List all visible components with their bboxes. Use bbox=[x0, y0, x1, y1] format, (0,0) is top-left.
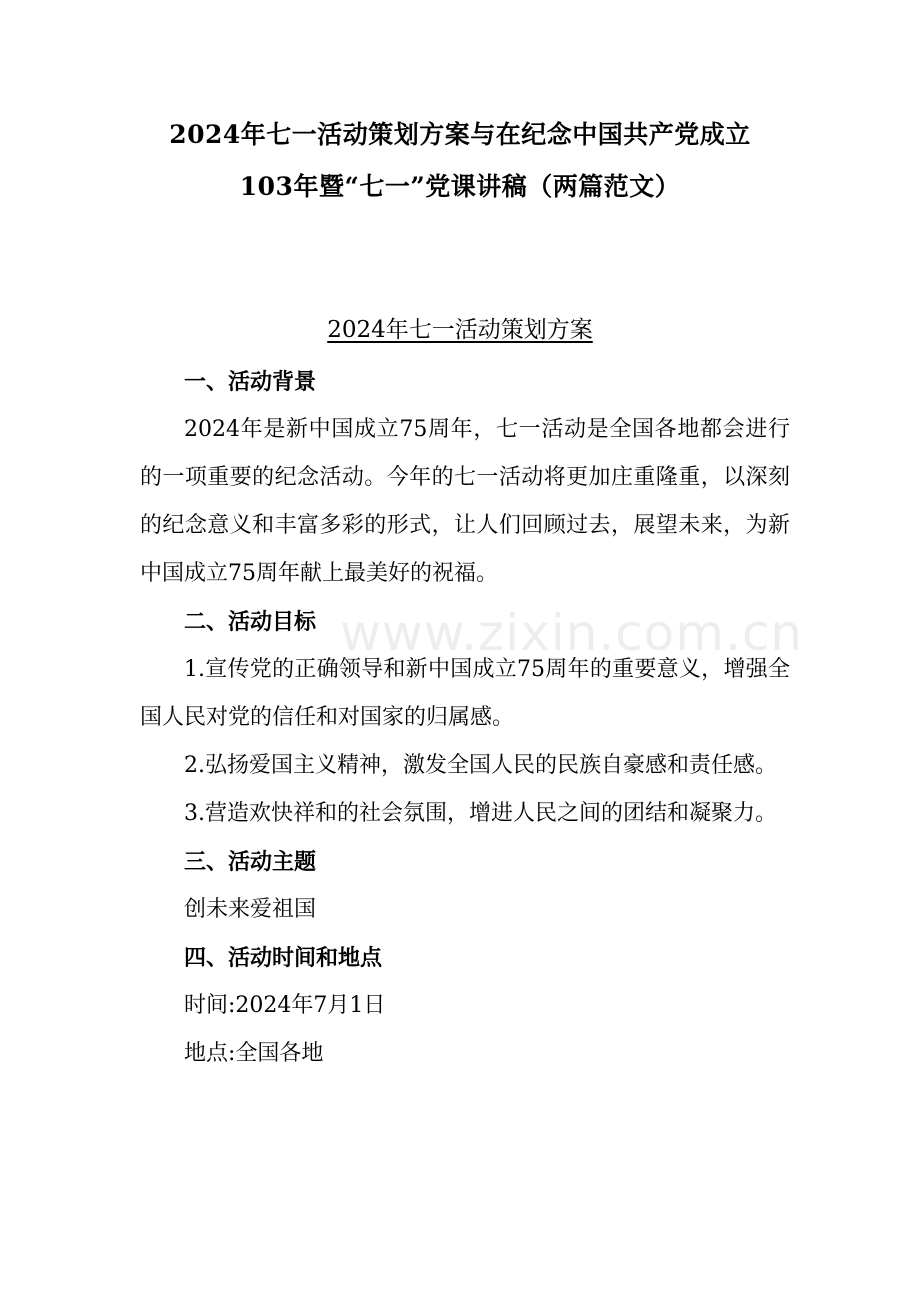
paragraph-goal-2: 2.弘扬爱国主义精神，激发全国人民的民族自豪感和责任感。 bbox=[184, 753, 777, 778]
heading-background: 一、活动背景 bbox=[184, 369, 317, 395]
document-title-line-1: 2024年七一活动策划方案与在纪念中国共产党成立 bbox=[169, 120, 751, 149]
paragraph-goal-1: 1.宣传党的正确领导和新中国成立75周年的重要意义，增强全国人民对党的信任和对国家的归属感。 bbox=[140, 657, 790, 730]
paragraph-place: 地点:全国各地 bbox=[184, 1041, 324, 1066]
paragraph-goal-3: 3.营造欢快祥和的社会氛围，增进人民之间的团结和凝聚力。 bbox=[184, 801, 777, 826]
heading-goals: 二、活动目标 bbox=[184, 609, 317, 635]
section-title: 2024年七一活动策划方案 bbox=[327, 317, 593, 343]
document-body bbox=[140, 358, 790, 1078]
heading-time-place: 四、活动时间和地点 bbox=[184, 945, 383, 971]
watermark: www.zixin.com.cn bbox=[340, 604, 804, 662]
paragraph-background: 2024年是新中国成立75周年，七一活动是全国各地都会进行的一项重要的纪念活动。今年的七一活动将更加庄重隆重，以深刻的纪念意义和丰富多彩的形式，让人们回顾过去，展望未来，为新中国成立75周年献上最美好的祝福。 bbox=[140, 417, 790, 586]
document-title-line-2: 103年暨“七一”党课讲稿（两篇范文） bbox=[239, 172, 681, 201]
paragraph-theme: 创未来爱祖国 bbox=[184, 897, 317, 922]
heading-theme: 三、活动主题 bbox=[184, 849, 317, 875]
paragraph-time: 时间:2024年7月1日 bbox=[184, 993, 386, 1018]
